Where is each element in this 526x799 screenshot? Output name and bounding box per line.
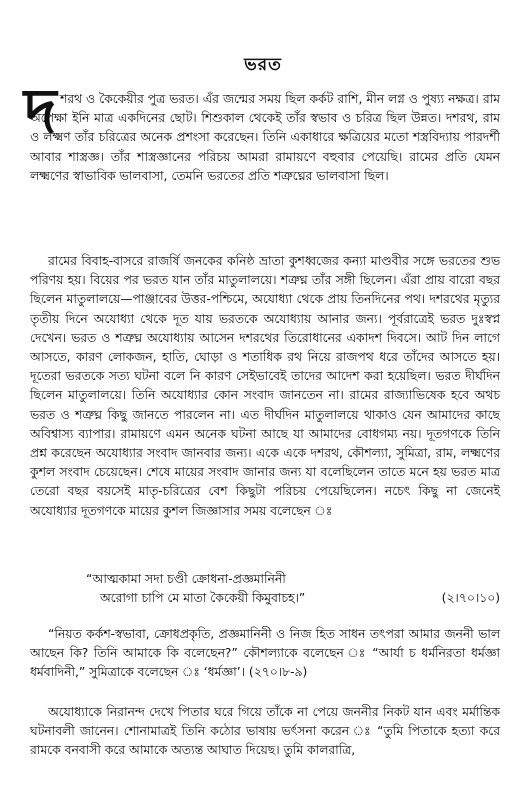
paragraph-2: রামের বিবাহ-বাসরে রাজর্ষি জনকের কনিষ্ঠ ভ্রাতা কুশধ্বজের কন্যা মাণ্ডবীর সঙ্গে ভরতের শুভ পরিণয় হয়। বিয়ের পর ভরত যান তাঁর মাতুলালয়ে। শত্রুঘ্ন তাঁর সঙ্গী ছিলেন। এঁরা প্রায় বারো বছর ছিলেন মাতুলালয়ে—পাঞ্জাবের উত্তর-পশ্চিমে, অযোধ্যা থেকে প্রায় তিনদিনের পথ। দশরথের মৃত্যুর তৃতীয় দিনে অযোধ্যা থেকে দূত যায় ভরতকে অযোধ্যায় আনার জন্য। পূর্বরাত্রেই ভরত দুঃস্বপ্ন দেখেন। ভরত ও শত্রুঘ্ন অযোধ্যায় আসেন দশরথের তিরোধানের একাদশ দিবসে। আট দিন লাগে আসতে, কারণ লোকজন, হাতি, ঘোড়া ও শতাধিক রথ নিয়ে রাজপথ ধরে তাঁদের আসতে হয়। দূতেরা ভরতকে সত্য ঘটনা বলে নি কারণ সেইভাবেই তাদের আদেশ করা হয়েছিল। ভরত দীর্ঘদিন ছিলেন মাতুলালয়ে। তিনি অযোধ্যার কোন সংবাদ জানতেন না। রামের রাজ্যাভিষেক হবে অথচ ভরত ও শত্রুঘ্ন কিছু জানতে পারলেন না। এত দীর্ঘদিন মাতুলালয়ে থাকাও যেন আমাদের কাছে অবিশ্বাস্য ব্যাপার। রামায়ণে এমন অনেক ঘটনা আছে যা আমাদের বোধগম্য নয়। দূতগণকে তিনি প্রশ্ন করেছেন অযোধ্যার সংবাদ জানবার জন্য। একে একে দশরথ, কৌশল্যা, সুমিত্রা, রাম, লক্ষ্মণের কুশল সংবাদ চেয়েছেন। শেষে মায়ের সংবাদ জানার জন্য যা বলেছিলেন তাতে মনে হয় ভরত মাত্র তেরো বছর বয়সেই মাতৃ-চরিত্রের বেশ কিছুটা পরিচয় পেয়েছিলেন। নচেৎ কিছু না জেনেই অযোধ্যার দূতগণকে মায়ের কুশল জিজ্ঞাসার সময় বলেছেন ঃ — [30, 254, 500, 518]
quote-line-1: “আত্মকামা সদা চণ্ডী ক্রোধনা-প্রজ্ঞমানিনী — [86, 572, 286, 586]
quote-line-2: অরোগা চাপি মে মাতা কৈকেয়ী কিমুবাচহ।” — [100, 591, 306, 606]
quote-reference: (২।৭০।১০) — [441, 591, 500, 606]
paragraph-1: শরথ ও কৈকেয়ীর পুত্র ভরত। এঁর জন্মের সময় ছিল কর্কট রাশি, মীন লগ্ন ও পুষ্য্য নক্ষত্র। রাম অপেক্ষা ইনি মাত্র একদিনের ছোট। শিশুকাল থেকেই তাঁর স্বভাব ও চরিত্র ছিল উন্নত। দশরথ, রাম ও লক্ষ্মণ তাঁর চরিত্রের অনেক প্রশংসা করেছেন। তিনি একাধারে ক্ষত্রিয়ের মতো শস্ত্রবিদ্যায় পারদর্শী আবার শাস্ত্রজ্ঞ। তাঁর শাস্ত্রজ্ঞানের পরিচয় আমরা রামায়ণে বহুবার পেয়েছি। রামের প্রতি যেমন লক্ষ্মণের স্বাভাবিক ভালবাসা, তেমনি ভরতের প্রতি শত্রুঘ্নের ভালবাসা ছিল। — [30, 92, 500, 183]
chapter-title: ভরত — [244, 55, 282, 75]
drop-cap: দ — [24, 74, 57, 147]
quote-line-2-row — [30, 589, 500, 608]
sanskrit-quote — [30, 570, 500, 608]
paragraph-4: অযোধ্যাকে নিরানন্দ দেখে পিতার ঘরে গিয়ে তাঁকে না পেয়ে জননীর নিকট যান এবং মর্মান্তিক ঘটনাবলী জানেন। শোনামাত্রই তিনি কঠোর ভাষায় ভর্ৎসনা করেন ঃ “তুমি পিতাকে হত্যা করে রামকে বনবাসী করে আমাকে অত্যন্ত আঘাত দিয়েছ। তুমি কালরাত্রি, — [30, 705, 500, 758]
paragraph-3: “নিয়ত কর্কশ-স্বভাবা, ক্রোধপ্রকৃতি, প্রজ্ঞমানিনী ও নিজ হিত সাধন তৎপরা আমার জননী ভাল আছেন কি? তিনি আমাকে কি বলেছেন?” কৌশল্যাকে বলেছেন ঃ “আর্যা চ ধর্মনিরতা ধর্মজ্ঞা ধর্মবাদিনী,” সুমিত্রাকে বলেছেন ঃ ‘ধর্মজ্ঞা’। (২৭০।৮-৯) — [30, 627, 500, 680]
